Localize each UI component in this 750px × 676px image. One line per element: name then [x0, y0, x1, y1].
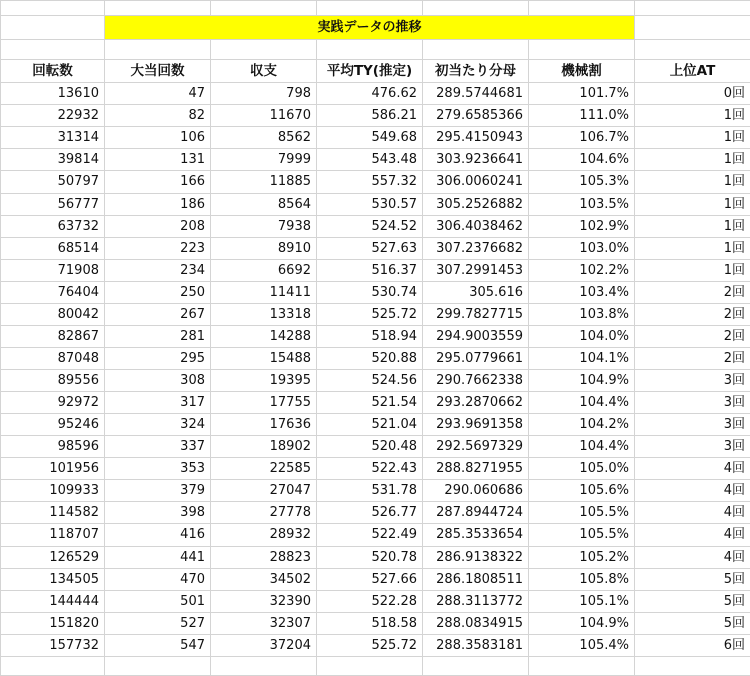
cell[interactable]: [317, 656, 423, 675]
cell-upper-at[interactable]: 4回: [635, 546, 750, 568]
cell-first-hit-odds[interactable]: 305.2526882: [423, 193, 529, 215]
cell-payout-rate[interactable]: 105.6%: [529, 480, 635, 502]
cell-avg-ty[interactable]: 530.57: [317, 193, 423, 215]
table-row: [1, 436, 750, 458]
cell-payout-rate[interactable]: 104.2%: [529, 414, 635, 436]
cell-balance[interactable]: 8564: [211, 193, 317, 215]
cell-first-hit-odds[interactable]: 299.7827715: [423, 303, 529, 325]
cell-first-hit-odds[interactable]: 293.9691358: [423, 414, 529, 436]
cell-first-hit-odds[interactable]: 288.8271955: [423, 458, 529, 480]
header-big-hits[interactable]: 大当回数: [105, 60, 211, 83]
cell-balance[interactable]: 11411: [211, 281, 317, 303]
cell[interactable]: [1, 40, 105, 60]
cell-spins[interactable]: 157732: [1, 634, 105, 656]
cell-upper-at[interactable]: 1回: [635, 193, 750, 215]
table-row: [1, 127, 750, 149]
cell-big-hits[interactable]: 106: [105, 127, 211, 149]
cell-big-hits[interactable]: 501: [105, 590, 211, 612]
cell-big-hits[interactable]: 281: [105, 325, 211, 347]
cell-spins[interactable]: 109933: [1, 480, 105, 502]
cell-avg-ty[interactable]: 526.77: [317, 502, 423, 524]
cell-big-hits[interactable]: 166: [105, 171, 211, 193]
cell-spins[interactable]: 101956: [1, 458, 105, 480]
header-first-hit-odds[interactable]: 初当たり分母: [423, 60, 529, 83]
cell-upper-at[interactable]: 2回: [635, 281, 750, 303]
cell-upper-at[interactable]: 4回: [635, 524, 750, 546]
cell-first-hit-odds[interactable]: 288.0834915: [423, 612, 529, 634]
cell-first-hit-odds[interactable]: 295.0779661: [423, 347, 529, 369]
cell-spins[interactable]: 89556: [1, 370, 105, 392]
cell-balance[interactable]: 27778: [211, 502, 317, 524]
cell[interactable]: [635, 40, 750, 60]
cell-payout-rate[interactable]: 102.2%: [529, 259, 635, 281]
cell-big-hits[interactable]: 82: [105, 105, 211, 127]
cell-upper-at[interactable]: 1回: [635, 215, 750, 237]
table-row: [1, 458, 750, 480]
cell-first-hit-odds[interactable]: 292.5697329: [423, 436, 529, 458]
cell-balance[interactable]: 7999: [211, 149, 317, 171]
cell-avg-ty[interactable]: 543.48: [317, 149, 423, 171]
cell-upper-at[interactable]: 5回: [635, 590, 750, 612]
header-balance[interactable]: 収支: [211, 60, 317, 83]
cell-spins[interactable]: 31314: [1, 127, 105, 149]
cell-first-hit-odds[interactable]: 293.2870662: [423, 392, 529, 414]
cell[interactable]: [317, 40, 423, 60]
cell-upper-at[interactable]: 2回: [635, 347, 750, 369]
cell-upper-at[interactable]: 1回: [635, 149, 750, 171]
cell[interactable]: [635, 656, 750, 675]
cell-spins[interactable]: 13610: [1, 83, 105, 105]
cell-big-hits[interactable]: 527: [105, 612, 211, 634]
table-row: [1, 259, 750, 281]
cell-first-hit-odds[interactable]: 290.7662338: [423, 370, 529, 392]
cell[interactable]: [1, 1, 105, 16]
cell-balance[interactable]: 17636: [211, 414, 317, 436]
cell-payout-rate[interactable]: 104.1%: [529, 347, 635, 369]
cell-payout-rate[interactable]: 101.7%: [529, 83, 635, 105]
cell[interactable]: [211, 656, 317, 675]
cell-balance[interactable]: 6692: [211, 259, 317, 281]
header-spins[interactable]: 回転数: [1, 60, 105, 83]
table-row: [1, 392, 750, 414]
cell-spins[interactable]: 87048: [1, 347, 105, 369]
cell-upper-at[interactable]: 1回: [635, 127, 750, 149]
cell[interactable]: [423, 1, 529, 16]
cell-big-hits[interactable]: 547: [105, 634, 211, 656]
table-row: [1, 105, 750, 127]
cell-spins[interactable]: 92972: [1, 392, 105, 414]
cell-first-hit-odds[interactable]: 303.9236641: [423, 149, 529, 171]
cell[interactable]: [529, 656, 635, 675]
cell-big-hits[interactable]: 295: [105, 347, 211, 369]
cell-balance[interactable]: 32390: [211, 590, 317, 612]
cell-avg-ty[interactable]: 520.88: [317, 347, 423, 369]
cell-avg-ty[interactable]: 549.68: [317, 127, 423, 149]
cell-avg-ty[interactable]: 522.49: [317, 524, 423, 546]
cell-upper-at[interactable]: 1回: [635, 259, 750, 281]
cell-payout-rate[interactable]: 105.2%: [529, 546, 635, 568]
cell-first-hit-odds[interactable]: 294.9003559: [423, 325, 529, 347]
cell[interactable]: [105, 40, 211, 60]
cell-upper-at[interactable]: 0回: [635, 83, 750, 105]
cell-big-hits[interactable]: 234: [105, 259, 211, 281]
cell[interactable]: [211, 40, 317, 60]
cell-payout-rate[interactable]: 105.0%: [529, 458, 635, 480]
cell-balance[interactable]: 18902: [211, 436, 317, 458]
cell-spins[interactable]: 76404: [1, 281, 105, 303]
cell-balance[interactable]: 15488: [211, 347, 317, 369]
header-avg-ty[interactable]: 平均TY(推定): [317, 60, 423, 83]
cell-balance[interactable]: 28932: [211, 524, 317, 546]
cell-payout-rate[interactable]: 105.1%: [529, 590, 635, 612]
cell-spins[interactable]: 63732: [1, 215, 105, 237]
cell-avg-ty[interactable]: 525.72: [317, 634, 423, 656]
cell-big-hits[interactable]: 131: [105, 149, 211, 171]
cell-spins[interactable]: 56777: [1, 193, 105, 215]
cell-spins[interactable]: 98596: [1, 436, 105, 458]
table-row: [1, 325, 750, 347]
cell[interactable]: [1, 16, 105, 40]
cell-big-hits[interactable]: 324: [105, 414, 211, 436]
cell-spins[interactable]: 114582: [1, 502, 105, 524]
cell-upper-at[interactable]: 2回: [635, 325, 750, 347]
cell-big-hits[interactable]: 186: [105, 193, 211, 215]
cell-balance[interactable]: 8910: [211, 237, 317, 259]
cell-upper-at[interactable]: 1回: [635, 171, 750, 193]
cell-big-hits[interactable]: 416: [105, 524, 211, 546]
cell-big-hits[interactable]: 470: [105, 568, 211, 590]
cell-avg-ty[interactable]: 521.54: [317, 392, 423, 414]
cell-spins[interactable]: 22932: [1, 105, 105, 127]
cell[interactable]: [317, 1, 423, 16]
table-row: [1, 215, 750, 237]
cell-balance[interactable]: 27047: [211, 480, 317, 502]
cell-payout-rate[interactable]: 103.5%: [529, 193, 635, 215]
cell-first-hit-odds[interactable]: 286.9138322: [423, 546, 529, 568]
cell-payout-rate[interactable]: 106.7%: [529, 127, 635, 149]
cell-payout-rate[interactable]: 103.4%: [529, 281, 635, 303]
cell-big-hits[interactable]: 353: [105, 458, 211, 480]
table-row: [1, 546, 750, 568]
cell-first-hit-odds[interactable]: 287.8944724: [423, 502, 529, 524]
header-upper-at[interactable]: 上位AT: [635, 60, 750, 83]
table-row: [1, 502, 750, 524]
cell-spins[interactable]: 50797: [1, 171, 105, 193]
header-row: [1, 60, 750, 83]
cell-first-hit-odds[interactable]: 306.4038462: [423, 215, 529, 237]
cell-avg-ty[interactable]: 525.72: [317, 303, 423, 325]
cell-avg-ty[interactable]: 527.66: [317, 568, 423, 590]
cell-payout-rate[interactable]: 105.4%: [529, 634, 635, 656]
cell-avg-ty[interactable]: 522.43: [317, 458, 423, 480]
table-row: [1, 568, 750, 590]
cell-big-hits[interactable]: 267: [105, 303, 211, 325]
cell-avg-ty[interactable]: 586.21: [317, 105, 423, 127]
cell-first-hit-odds[interactable]: 290.060686: [423, 480, 529, 502]
cell-balance[interactable]: 32307: [211, 612, 317, 634]
cell[interactable]: [211, 1, 317, 16]
cell-spins[interactable]: 151820: [1, 612, 105, 634]
table-row: [1, 193, 750, 215]
cell-big-hits[interactable]: 223: [105, 237, 211, 259]
cell-payout-rate[interactable]: 105.5%: [529, 502, 635, 524]
table-row: [1, 524, 750, 546]
table-row: [1, 347, 750, 369]
cell-first-hit-odds[interactable]: 288.3113772: [423, 590, 529, 612]
cell-balance[interactable]: 28823: [211, 546, 317, 568]
header-payout-rate[interactable]: 機械割: [529, 60, 635, 83]
table-row: [1, 480, 750, 502]
cell-big-hits[interactable]: 308: [105, 370, 211, 392]
cell-spins[interactable]: 39814: [1, 149, 105, 171]
cell-spins[interactable]: 82867: [1, 325, 105, 347]
spacer-row: [1, 40, 750, 60]
cell-avg-ty[interactable]: 524.52: [317, 215, 423, 237]
cell-first-hit-odds[interactable]: 307.2991453: [423, 259, 529, 281]
cell-upper-at[interactable]: 4回: [635, 480, 750, 502]
cell-spins[interactable]: 95246: [1, 414, 105, 436]
cell-avg-ty[interactable]: 518.58: [317, 612, 423, 634]
cell-spins[interactable]: 126529: [1, 546, 105, 568]
cell-payout-rate[interactable]: 104.9%: [529, 612, 635, 634]
cell-first-hit-odds[interactable]: 279.6585366: [423, 105, 529, 127]
cell-upper-at[interactable]: 3回: [635, 414, 750, 436]
cell-big-hits[interactable]: 337: [105, 436, 211, 458]
cell-spins[interactable]: 134505: [1, 568, 105, 590]
cell-avg-ty[interactable]: 520.78: [317, 546, 423, 568]
cell[interactable]: [423, 656, 529, 675]
cell-balance[interactable]: 14288: [211, 325, 317, 347]
cell[interactable]: [1, 656, 105, 675]
table-row: [1, 612, 750, 634]
cell-payout-rate[interactable]: 104.6%: [529, 149, 635, 171]
cell-upper-at[interactable]: 4回: [635, 458, 750, 480]
cell-avg-ty[interactable]: 521.04: [317, 414, 423, 436]
table-row: [1, 590, 750, 612]
cell-avg-ty[interactable]: 516.37: [317, 259, 423, 281]
cell-upper-at[interactable]: 1回: [635, 237, 750, 259]
table-row: [1, 149, 750, 171]
cell[interactable]: [423, 40, 529, 60]
cell-big-hits[interactable]: 208: [105, 215, 211, 237]
cell-balance[interactable]: 11670: [211, 105, 317, 127]
cell-upper-at[interactable]: 3回: [635, 392, 750, 414]
cell-avg-ty[interactable]: 531.78: [317, 480, 423, 502]
table-row: [1, 303, 750, 325]
table-row: [1, 414, 750, 436]
cell-payout-rate[interactable]: 103.8%: [529, 303, 635, 325]
cell-upper-at[interactable]: 6回: [635, 634, 750, 656]
cell-payout-rate[interactable]: 104.4%: [529, 392, 635, 414]
cell-spins[interactable]: 68514: [1, 237, 105, 259]
cell-payout-rate[interactable]: 104.4%: [529, 436, 635, 458]
cell-balance[interactable]: 798: [211, 83, 317, 105]
cell-avg-ty[interactable]: 530.74: [317, 281, 423, 303]
cell-big-hits[interactable]: 317: [105, 392, 211, 414]
cell-big-hits[interactable]: 250: [105, 281, 211, 303]
table-row: [1, 171, 750, 193]
cell-balance[interactable]: 17755: [211, 392, 317, 414]
spacer-row-bottom: [1, 656, 750, 675]
cell-spins[interactable]: 71908: [1, 259, 105, 281]
cell-first-hit-odds[interactable]: 285.3533654: [423, 524, 529, 546]
cell-balance[interactable]: 22585: [211, 458, 317, 480]
table-row: [1, 237, 750, 259]
cell-upper-at[interactable]: 3回: [635, 436, 750, 458]
cell-payout-rate[interactable]: 104.9%: [529, 370, 635, 392]
cell-upper-at[interactable]: 4回: [635, 502, 750, 524]
cell-first-hit-odds[interactable]: 289.5744681: [423, 83, 529, 105]
table-row: [1, 634, 750, 656]
table-row: [1, 83, 750, 105]
cell[interactable]: [529, 1, 635, 16]
cell[interactable]: [529, 40, 635, 60]
cell-first-hit-odds[interactable]: 305.616: [423, 281, 529, 303]
cell-spins[interactable]: 80042: [1, 303, 105, 325]
cell-upper-at[interactable]: 1回: [635, 105, 750, 127]
cell-payout-rate[interactable]: 105.8%: [529, 568, 635, 590]
cell-upper-at[interactable]: 2回: [635, 303, 750, 325]
cell-balance[interactable]: 7938: [211, 215, 317, 237]
cell-balance[interactable]: 37204: [211, 634, 317, 656]
cell-avg-ty[interactable]: 520.48: [317, 436, 423, 458]
cell-first-hit-odds[interactable]: 307.2376682: [423, 237, 529, 259]
cell-big-hits[interactable]: 47: [105, 83, 211, 105]
cell[interactable]: [635, 16, 750, 40]
cell-avg-ty[interactable]: 518.94: [317, 325, 423, 347]
table-row: [1, 281, 750, 303]
cell[interactable]: [635, 1, 750, 16]
cell-balance[interactable]: 8562: [211, 127, 317, 149]
cell-upper-at[interactable]: 3回: [635, 370, 750, 392]
cell-upper-at[interactable]: 5回: [635, 568, 750, 590]
cell-avg-ty[interactable]: 557.32: [317, 171, 423, 193]
cell-balance[interactable]: 11885: [211, 171, 317, 193]
cell-avg-ty[interactable]: 522.28: [317, 590, 423, 612]
table-row: [1, 370, 750, 392]
cell-avg-ty[interactable]: 527.63: [317, 237, 423, 259]
cell-avg-ty[interactable]: 476.62: [317, 83, 423, 105]
cell-big-hits[interactable]: 441: [105, 546, 211, 568]
cell-payout-rate[interactable]: 102.9%: [529, 215, 635, 237]
cell-balance[interactable]: 19395: [211, 370, 317, 392]
cell-first-hit-odds[interactable]: 295.4150943: [423, 127, 529, 149]
sheet-title[interactable]: 実践データの推移: [105, 16, 635, 40]
cell-spins[interactable]: 144444: [1, 590, 105, 612]
cell-upper-at[interactable]: 5回: [635, 612, 750, 634]
spacer-row-top: [1, 1, 750, 16]
cell-payout-rate[interactable]: 105.3%: [529, 171, 635, 193]
cell-avg-ty[interactable]: 524.56: [317, 370, 423, 392]
title-row: [1, 16, 750, 40]
cell-big-hits[interactable]: 379: [105, 480, 211, 502]
cell-big-hits[interactable]: 398: [105, 502, 211, 524]
cell-spins[interactable]: 118707: [1, 524, 105, 546]
cell-first-hit-odds[interactable]: 288.3583181: [423, 634, 529, 656]
cell-payout-rate[interactable]: 105.5%: [529, 524, 635, 546]
cell-first-hit-odds[interactable]: 306.0060241: [423, 171, 529, 193]
cell[interactable]: [105, 656, 211, 675]
cell-balance[interactable]: 34502: [211, 568, 317, 590]
cell-payout-rate[interactable]: 111.0%: [529, 105, 635, 127]
cell-balance[interactable]: 13318: [211, 303, 317, 325]
cell-payout-rate[interactable]: 103.0%: [529, 237, 635, 259]
cell[interactable]: [105, 1, 211, 16]
cell-payout-rate[interactable]: 104.0%: [529, 325, 635, 347]
cell-first-hit-odds[interactable]: 286.1808511: [423, 568, 529, 590]
